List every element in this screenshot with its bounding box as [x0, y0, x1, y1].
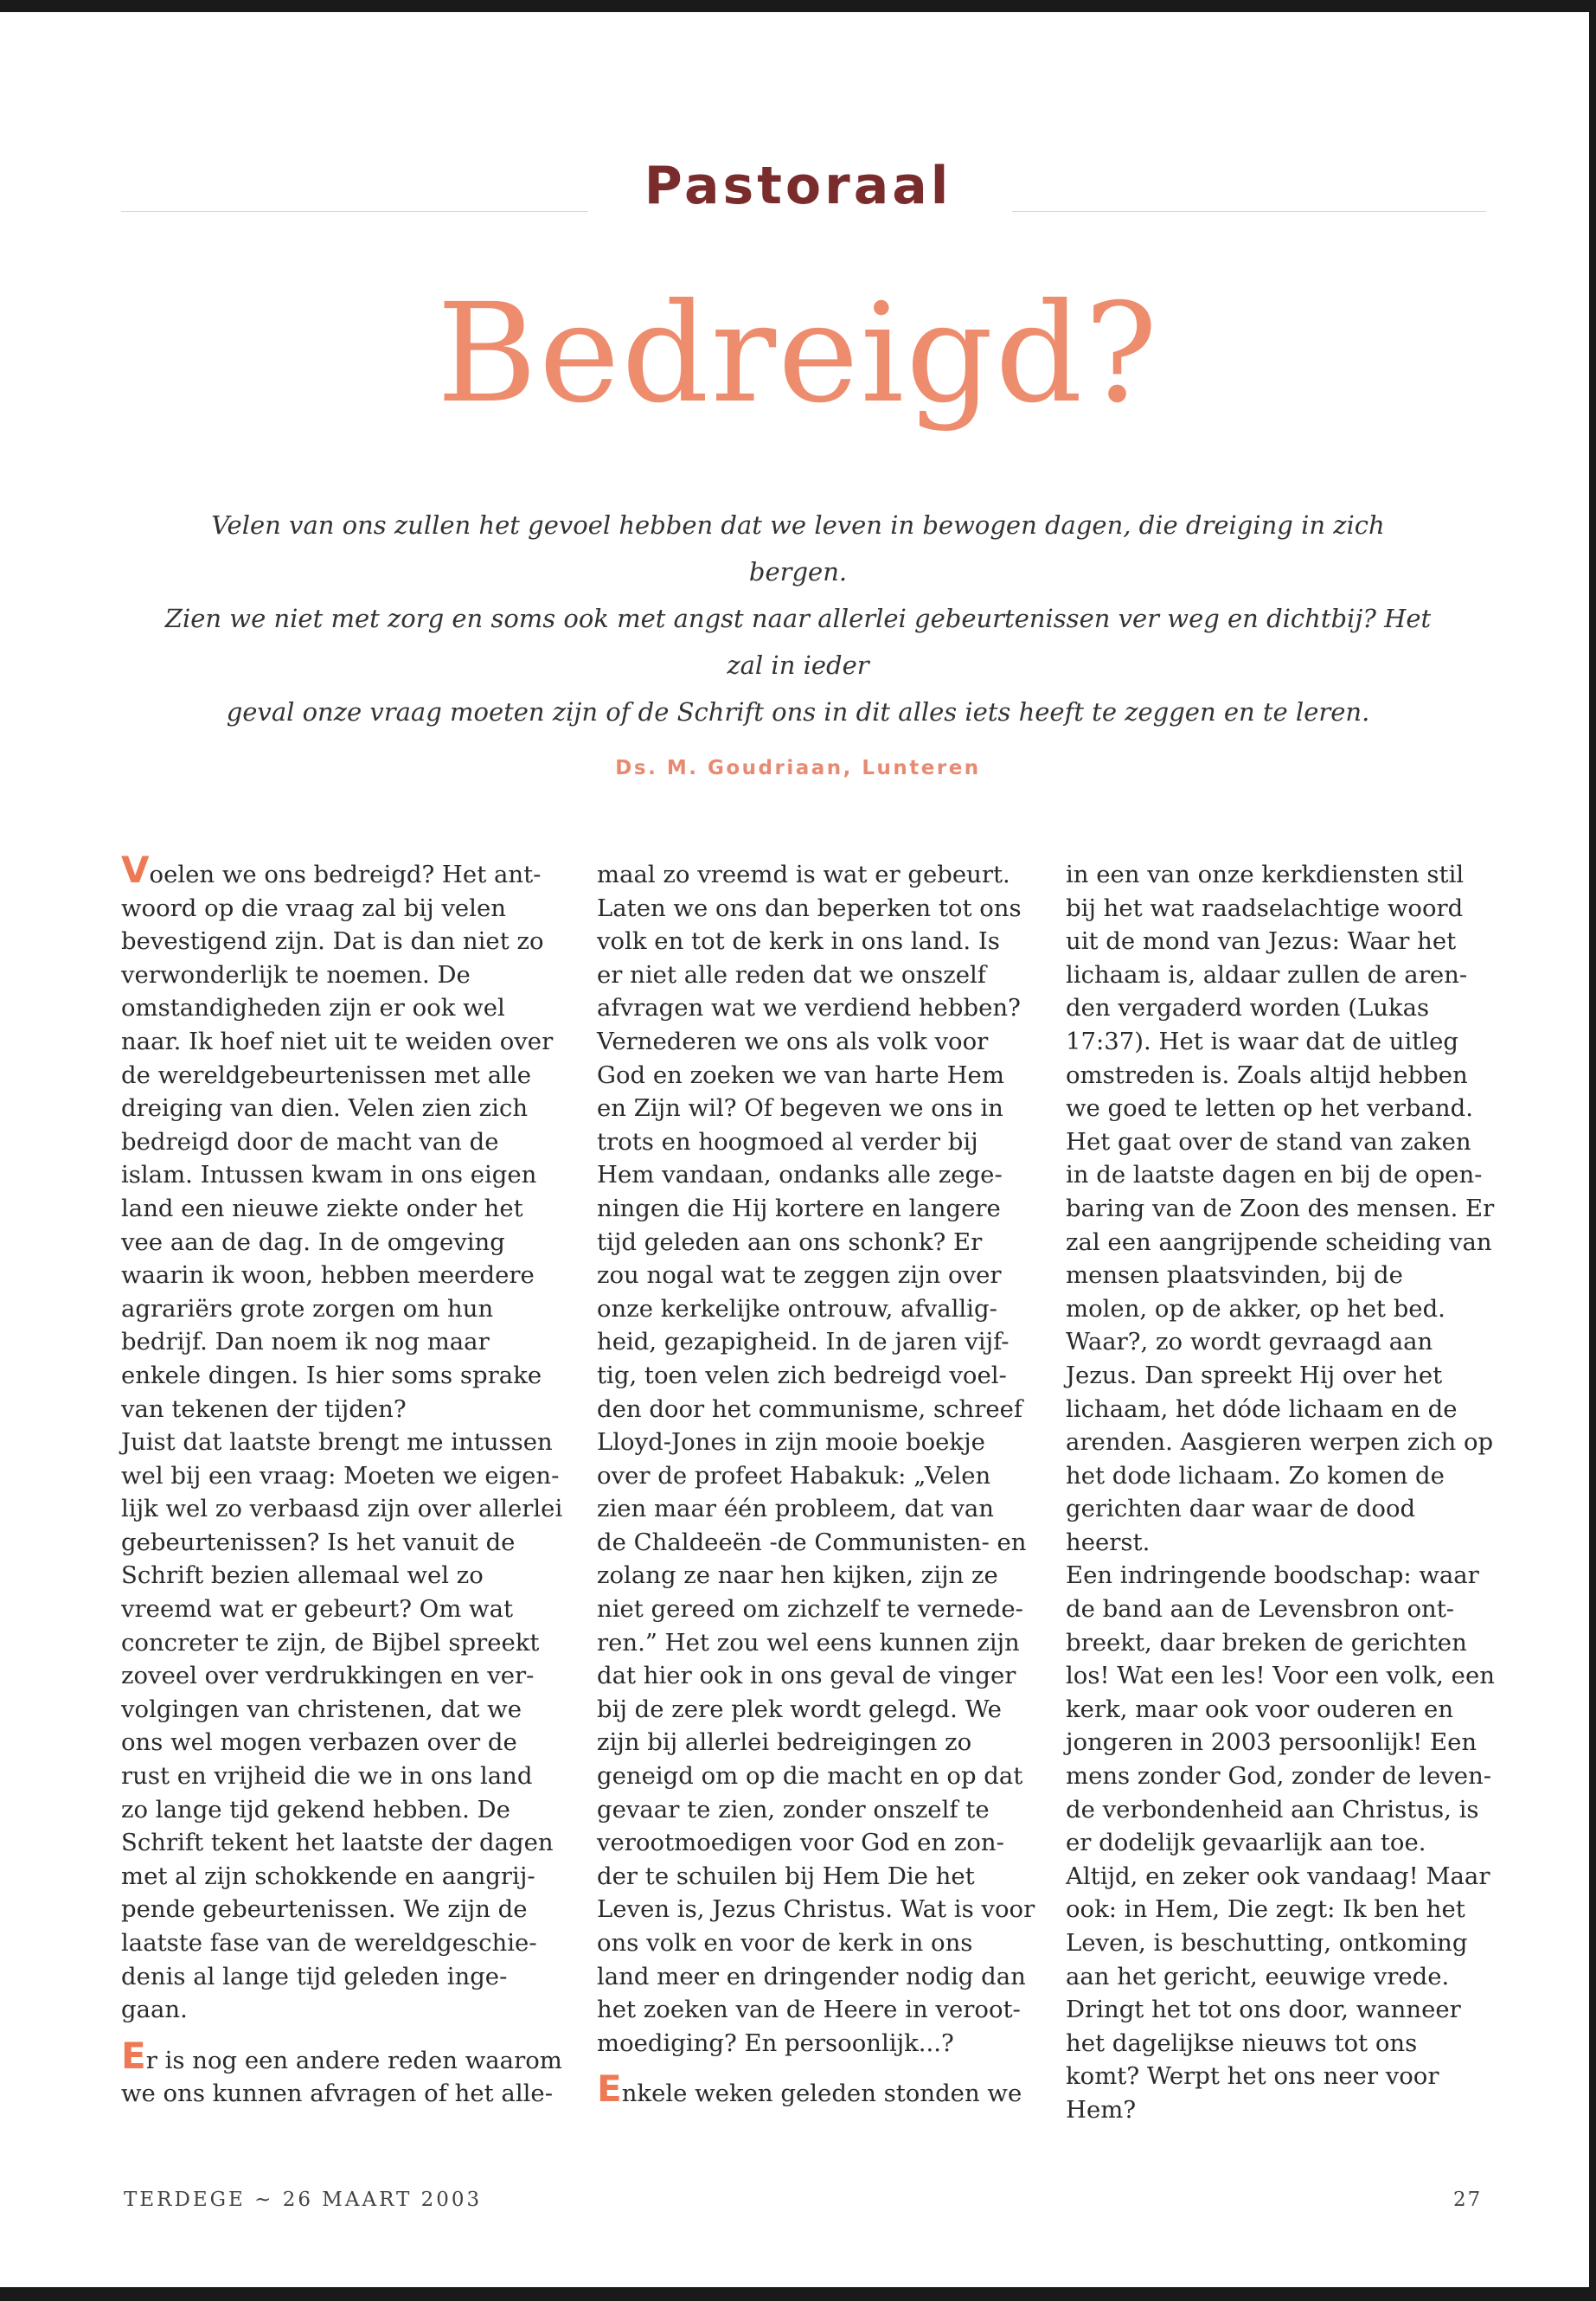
article-author: Ds. M. Goudriaan, Lunteren [615, 757, 981, 779]
page-edge-bottom [0, 2287, 1596, 2301]
paragraph-text: r is nog een andere reden waarom we ons kunnen afvragen of het alle- [121, 2046, 562, 2108]
intro-text: Velen van ons zullen het gevoel hebben dat we leven in bewogen dagen, die dreiging in zich bergen. Zien we niet met zorg en soms ook met angst naar allerlei gebeurtenissen ver weg en dichtbij? Het zal in ieder geval onze vraag moeten zijn of de Schrift ons in dit alles iets heeft te zeggen en te leren. [164, 510, 1432, 727]
article-title: Bedreigd? [436, 274, 1160, 433]
paragraph-text: oelen we ons bedreigd? Het ant- woord op die vraag zal bij velen bevestigend zijn. Dat is dan niet zo verwonderlijk te noemen. De omstandigheden zijn er ook wel naar. Ik hoef niet uit te weiden over de wereldgebeurtenissen met alle dreiging van dien. Velen zien zich bedreigd door de macht van de islam. Intussen kwam in ons eigen land een nieuwe ziekte onder het vee aan de dag. In de omgeving waarin ik woon, hebben meerdere agrariërs grote zorgen om hun bedrijf. Dan noem ik nog maar enkele dingen. Is hier soms sprake van tekenen der tijden? Juist dat laatste brengt me intussen wel bij een vraag: Moeten we eigen- lijk wel zo verbaasd zijn over allerlei gebeurtenissen? Is het vanuit de Schrift bezien allemaal wel zo vreemd wat er gebeurt? Om wat concreter te zijn, de Bijbel spreekt zoveel over verdrukkingen en ver- volgingen van christenen, dat we ons wel mogen verbazen over de rust en vrijheid die we in ons land zo lange tijd gekend hebben. De Schrift tekent het laatste der dagen met al zijn schokkende en aangrij- pende gebeurtenissen. We zijn de laatste fase van de wereldgeschie- denis al lange tijd geleden inge- gaan. [121, 861, 563, 2024]
paragraph: in een van onze kerkdiensten stil bij het wat raadselachtige woord uit de mond van Jezus: Waar het lichaam is, aldaar zullen de aren- den vergaderd worden (Lukas 17:37). Het is waar dat de uitleg omstreden is. Zoals altijd hebben we goed te letten op het verband. Het gaat over de stand van zaken in de laatste dagen en bij de open- baring van de Zoon des mensen. Er zal een aangrijpende scheiding van mensen plaatsvinden, bij de molen, op de akker, op het bed. Waar?, zo wordt gevraagd aan Jezus. Dan spreekt Hij over het lichaam, het dóde lichaam en de arenden. Aasgieren werpen zich op het dode lichaam. Zo komen de gerichten daar waar de dood heerst. Een indringende boodschap: waar de band aan de Levensbron ont- breekt, daar breken de gerichten los! Wat een les! Voor een volk, een kerk, maar ook voor ouderen en jongeren in 2003 persoonlijk! Een mens zonder God, zonder de leven- de verbondenheid aan Christus, is er dodelijk gevaarlijk aan toe. Altijd, en zeker ook vandaag! Maar ook: in Hem, Die zegt: Ik ben het Leven, is beschutting, ontkoming aan het gericht, eeuwige vrede. Dringt het tot ons door, wanneer het dagelijkse nieuws tot ons komt? Werpt het ons neer voor Hem? [1066, 861, 1495, 2124]
paragraph [121, 2034, 571, 2111]
page-edge-top [0, 0, 1596, 12]
publication-footer: TERDEGE ~ 26 MAART 2003 [124, 2189, 483, 2211]
column-3 [1066, 858, 1516, 2127]
section-label: Pastoraal [644, 156, 952, 216]
column-1 [121, 849, 571, 2111]
column-2 [597, 858, 1047, 2111]
page-number: 27 [1453, 2189, 1483, 2211]
initial-letter: V [121, 849, 150, 891]
article-intro [164, 502, 1432, 735]
paragraph [597, 2067, 1047, 2111]
paragraph [121, 849, 571, 2027]
paragraph-text: nkele weken geleden stonden we [621, 2080, 1022, 2108]
paragraph: maal zo vreemd is wat er gebeurt. Laten we ons dan beperken tot ons volk en tot de kerk in ons land. Is er niet alle reden dat we onszelf afvragen wat we verdiend hebben? Vernederen we ons als volk voor God en zoeken we van harte Hem en Zijn wil? Of begeven we ons in trots en hoogmoed al verder bij Hem vandaan, ondanks alle zege- ningen die Hij kortere en langere tijd geleden aan ons schonk? Er zou nogal wat te zeggen zijn over onze kerkelijke ontrouw, afvallig- heid, gezapigheid. In de jaren vijf- tig, toen velen zich bedreigd voel- den door het communisme, schreef Lloyd-Jones in zijn mooie boekje over de profeet Habakuk: „Velen zien maar één probleem, dat van de Chaldeeën -de Communisten- en zolang ze naar hen kijken, zijn ze niet gereed om zichzelf te vernede- ren.” Het zou wel eens kunnen zijn dat hier ook in ons geval de vinger bij de zere plek wordt gelegd. We zijn bij allerlei bedreigingen zo geneigd om op die macht en op dat gevaar te zien, zonder onszelf te verootmoedigen voor God en zon- der te schuilen bij Hem Die het Leven is, Jezus Christus. Wat is voor ons volk en voor de kerk in ons land meer en dringender nodig dan het zoeken van de Heere in veroot- moediging? En persoonlijk...? [597, 861, 1035, 2057]
initial-letter: E [121, 2034, 146, 2077]
initial-letter: E [597, 2067, 622, 2111]
